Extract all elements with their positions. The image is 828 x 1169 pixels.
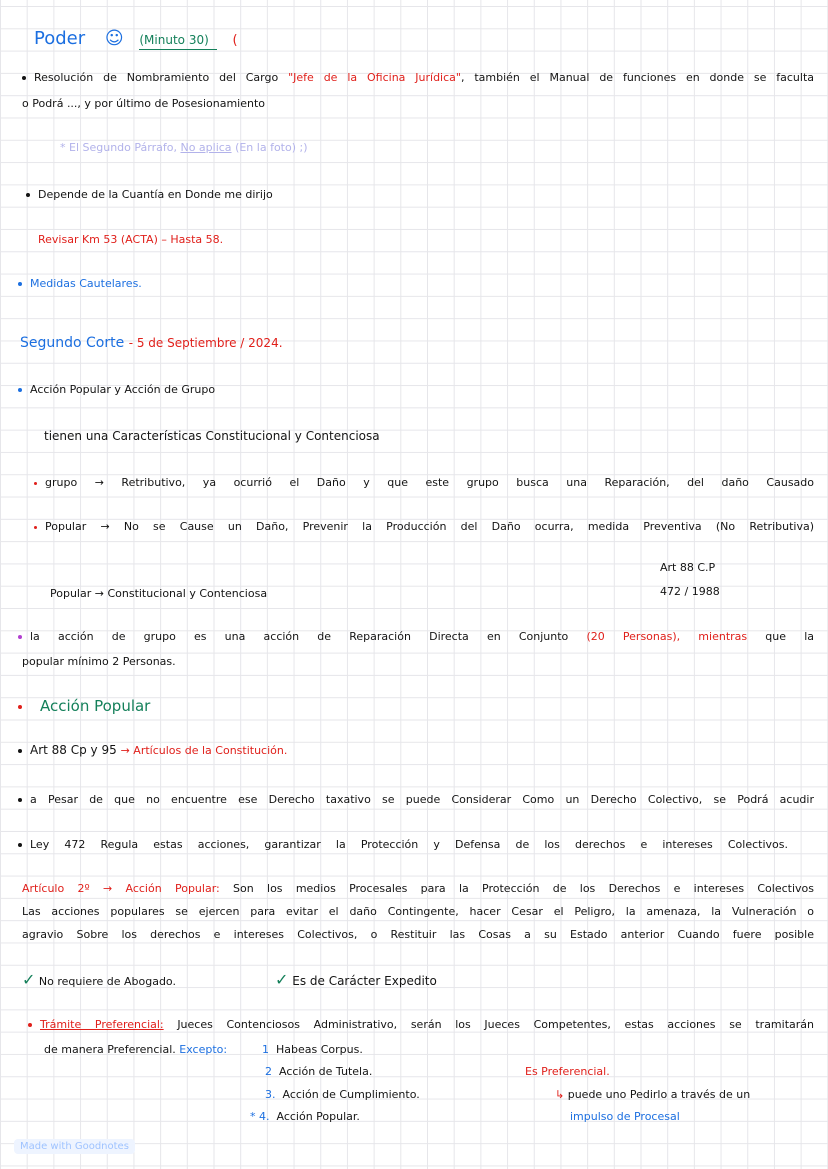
text: No aplica (180, 141, 232, 154)
text: Medidas Cautelares. (30, 277, 142, 290)
check-abogado (22, 972, 176, 990)
note-popular (34, 519, 814, 535)
text: * El Segundo Párrafo, (60, 141, 177, 154)
text: Jueces Contenciosos Administrativo, serán los Jueces Competentes, estas acciones se tramitarán (177, 1018, 814, 1031)
text: Resolución de Nombramiento del Cargo (34, 71, 279, 84)
text: grupo → Retributivo, ya ocurrió el Daño y que este grupo busca una Reparación, del daño Causado (45, 476, 814, 489)
text: de manera Preferencial. (44, 1043, 176, 1056)
heading-poder: Poder (34, 28, 86, 49)
text: Acción Popular. (276, 1110, 360, 1123)
ref-art-88: Art 88 C.P (660, 561, 716, 574)
text: Trámite Preferencial: (40, 1018, 164, 1031)
text: Acción Popular y Acción de Grupo (30, 383, 216, 396)
arrow-icon: ↳ (555, 1088, 565, 1101)
note-line (44, 1042, 227, 1058)
note-a-pesar (18, 792, 814, 808)
text: Excepto: (179, 1043, 228, 1056)
text: Acción de Cumplimiento. (282, 1088, 420, 1101)
section-heading (20, 333, 283, 353)
text: 2 (265, 1065, 272, 1078)
text: Son los medios Procesales para la Protección de los Derechos e intereses Colectivos (233, 882, 814, 895)
checkmark-icon: ✓ (275, 970, 289, 989)
text: Artículo 2º → Acción Popular: (22, 882, 220, 895)
note-tramite (28, 1017, 814, 1033)
text: la acción de grupo es una acción de Reparación Directa en Conjunto (30, 630, 569, 643)
text: Popular → No se Cause un Daño, Prevenir la Producción del Daño ocurra, medida Preventiva (No Retributiva) (45, 520, 814, 533)
note-cuantia (26, 187, 273, 203)
note-ley-472 (18, 837, 788, 853)
note-es-preferencial: Es Preferencial. (525, 1065, 610, 1078)
check-expedito (275, 972, 437, 989)
text: "Jefe de la Oficina Jurídica" (288, 71, 461, 84)
text: a Pesar de que no encuentre ese Derecho taxativo se puede Considerar Como un Derecho Colectivo, se Podrá acudir (30, 793, 814, 806)
text: * 4. (250, 1110, 270, 1123)
page-heading (34, 28, 238, 52)
note-impulso: impulso de Procesal (570, 1110, 680, 1123)
text: (En la foto) ;) (235, 141, 308, 154)
note-art-88 (18, 742, 287, 759)
checkmark-icon: ✓ (22, 970, 36, 989)
note-popular-constitucional: Popular → Constitucional y Contenciosa (50, 587, 268, 600)
note-resolucion (22, 70, 814, 86)
text: Depende de la Cuantía en Donde me dirijo (38, 188, 273, 201)
note-line: popular mínimo 2 Personas. (22, 655, 176, 668)
note-grupo (34, 475, 814, 491)
note-articulo-2 (22, 881, 814, 897)
text: puede uno Pedirlo a través de un (567, 1088, 751, 1101)
text: Ley 472 Regula estas acciones, garantizar la Protección y Defensa de los derechos e intereses Colectivos. (30, 838, 788, 851)
text: Segundo Corte (20, 335, 125, 351)
text: Es de Carácter Expedito (292, 974, 437, 988)
exception-item (250, 1109, 360, 1125)
heading-minuto: (Minuto 30) (139, 33, 216, 50)
note-medidas (18, 276, 142, 292)
text: Art 88 Cp y 95 (30, 743, 117, 757)
text: - 5 de Septiembre / 2024. (128, 336, 283, 350)
note-revisar: Revisar Km 53 (ACTA) – Hasta 58. (38, 233, 224, 246)
goodnotes-watermark: Made with Goodnotes (14, 1139, 135, 1154)
exception-item (265, 1087, 420, 1103)
note-tienen: tienen una Características Constitucional y Contenciosa (44, 429, 380, 443)
note-acciones (18, 382, 215, 398)
text: No requiere de Abogado. (38, 975, 176, 988)
exception-item (265, 1064, 372, 1080)
text: 3. (265, 1088, 276, 1101)
heading-paren: ( (232, 33, 238, 48)
ref-ley: 472 / 1988 (660, 585, 720, 598)
note-pedirlo (555, 1087, 750, 1103)
text: Acción de Tutela. (279, 1065, 373, 1078)
note-line: agravio Sobre los derechos e intereses Colectivos, o Restituir las Cosas a su Estado anterior Cuando fuere posible (22, 928, 814, 941)
smiley-icon: ☺ (104, 28, 124, 49)
heading-accion-popular (18, 696, 150, 716)
note-segundo-parrafo (60, 140, 308, 156)
exception-item (262, 1042, 363, 1058)
note-line: Las acciones populares se ejercen para evitar el daño Contingente, hacer Cesar el Peligro, la amenaza, la Vulneración o (22, 905, 814, 918)
text: → Artículos de la Constitución. (120, 744, 288, 757)
text: que la (765, 630, 814, 643)
text: (20 Personas), mientras (586, 630, 748, 643)
note-accion-grupo (18, 629, 814, 645)
note-line: o Podrá ..., y por último de Posesionamiento (22, 97, 265, 110)
text: , también el Manual de funciones en donde se faculta (460, 71, 814, 84)
text: Habeas Corpus. (276, 1043, 363, 1056)
text: Acción Popular (40, 697, 151, 715)
text: 1 (262, 1043, 269, 1056)
